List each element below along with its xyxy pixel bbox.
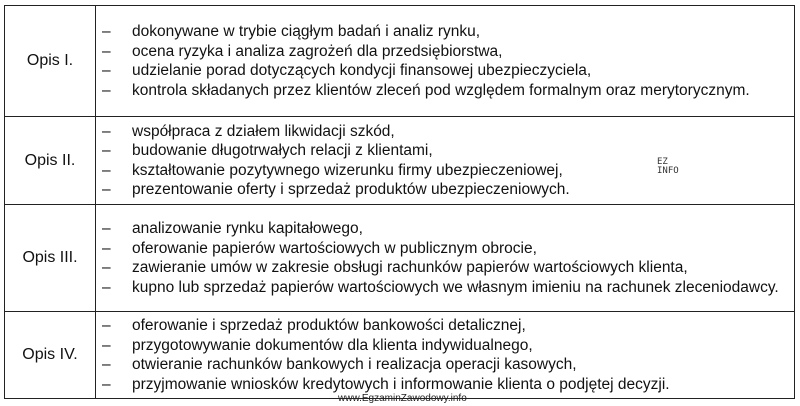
watermark-stamp bbox=[657, 158, 680, 176]
description-table bbox=[4, 5, 795, 399]
list-item-text: zawieranie umów w zakresie obsługi rachunków papierów wartościowych klienta, bbox=[132, 259, 688, 276]
list-item bbox=[102, 316, 788, 336]
list-item-text: analizowanie rynku kapitałowego, bbox=[132, 220, 363, 237]
list-item-text: otwieranie rachunków bankowych i realizacja operacji kasowych, bbox=[132, 356, 577, 373]
list-item bbox=[102, 355, 788, 375]
dash-bullet: – bbox=[102, 220, 111, 237]
bullet-list bbox=[102, 122, 788, 200]
list-item bbox=[102, 219, 788, 239]
table-row bbox=[5, 6, 795, 117]
list-item bbox=[102, 239, 788, 259]
dash-bullet: – bbox=[102, 62, 111, 79]
dash-bullet: – bbox=[102, 161, 111, 179]
bullet-list bbox=[102, 316, 788, 394]
list-item bbox=[102, 336, 788, 356]
dash-bullet: – bbox=[102, 259, 111, 276]
list-item-text: kupno lub sprzedaż papierów wartościowych we własnym imieniu na rachunek zleceniodawcy. bbox=[132, 278, 779, 296]
dash-bullet: – bbox=[102, 278, 111, 296]
list-item-text: oferowanie i sprzedaż produktów bankowości detalicznej, bbox=[132, 317, 526, 334]
list-item bbox=[102, 42, 788, 62]
stamp-line: EZ bbox=[657, 157, 668, 167]
footer-url: www.EgzaminZawodowy.info bbox=[338, 393, 467, 404]
list-item bbox=[102, 61, 788, 81]
list-item-text: oferowanie papierów wartościowych w publicznym obrocie, bbox=[132, 239, 537, 257]
dash-bullet: – bbox=[102, 239, 111, 257]
dash-bullet: – bbox=[102, 81, 111, 99]
row-items bbox=[96, 117, 795, 205]
row-items bbox=[96, 312, 795, 399]
row-label: Opis III. bbox=[5, 205, 96, 312]
dash-bullet: – bbox=[102, 42, 111, 60]
list-item bbox=[102, 161, 788, 181]
list-item bbox=[102, 180, 788, 200]
bullet-list bbox=[102, 22, 788, 100]
dash-bullet: – bbox=[102, 317, 111, 334]
list-item-text: przyjmowanie wniosków kredytowych i informowanie klienta o podjętej decyzji. bbox=[132, 375, 670, 393]
dash-bullet: – bbox=[102, 336, 111, 354]
list-item-text: przygotowywanie dokumentów dla klienta indywidualnego, bbox=[132, 336, 533, 354]
list-item-text: budowanie długotrwałych relacji z klientami, bbox=[132, 142, 433, 159]
list-item-text: ocena ryzyka i analiza zagrożeń dla przedsiębiorstwa, bbox=[132, 42, 503, 60]
row-items bbox=[96, 6, 795, 117]
row-label: Opis I. bbox=[5, 6, 96, 117]
list-item bbox=[102, 22, 788, 42]
list-item bbox=[102, 141, 788, 161]
row-label: Opis IV. bbox=[5, 312, 96, 399]
row-items bbox=[96, 205, 795, 312]
bullet-list bbox=[102, 219, 788, 297]
list-item-text: udzielanie porad dotyczących kondycji finansowej ubezpieczyciela, bbox=[132, 62, 592, 79]
list-item bbox=[102, 258, 788, 278]
row-label: Opis II. bbox=[5, 117, 96, 205]
dash-bullet: – bbox=[102, 122, 111, 140]
dash-bullet: – bbox=[102, 356, 111, 373]
table-row bbox=[5, 205, 795, 312]
list-item-text: dokonywane w trybie ciągłym badań i analiz rynku, bbox=[132, 23, 481, 40]
dash-bullet: – bbox=[102, 375, 111, 393]
list-item-text: współpraca z działem likwidacji szkód, bbox=[132, 122, 395, 140]
table-row bbox=[5, 312, 795, 399]
list-item-text: kształtowanie pozytywnego wizerunku firmy ubezpieczeniowej, bbox=[132, 161, 563, 179]
stamp-line: INFO bbox=[657, 166, 679, 176]
list-item bbox=[102, 375, 788, 395]
list-item-text: prezentowanie oferty i sprzedaż produktów ubezpieczeniowych. bbox=[132, 181, 570, 198]
dash-bullet: – bbox=[102, 142, 111, 159]
list-item-text: kontrola składanych przez klientów zleceń pod względem formalnym oraz merytorycznym. bbox=[132, 81, 750, 99]
dash-bullet: – bbox=[102, 23, 111, 40]
list-item bbox=[102, 278, 788, 298]
list-item bbox=[102, 81, 788, 101]
list-item bbox=[102, 122, 788, 142]
dash-bullet: – bbox=[102, 181, 111, 198]
